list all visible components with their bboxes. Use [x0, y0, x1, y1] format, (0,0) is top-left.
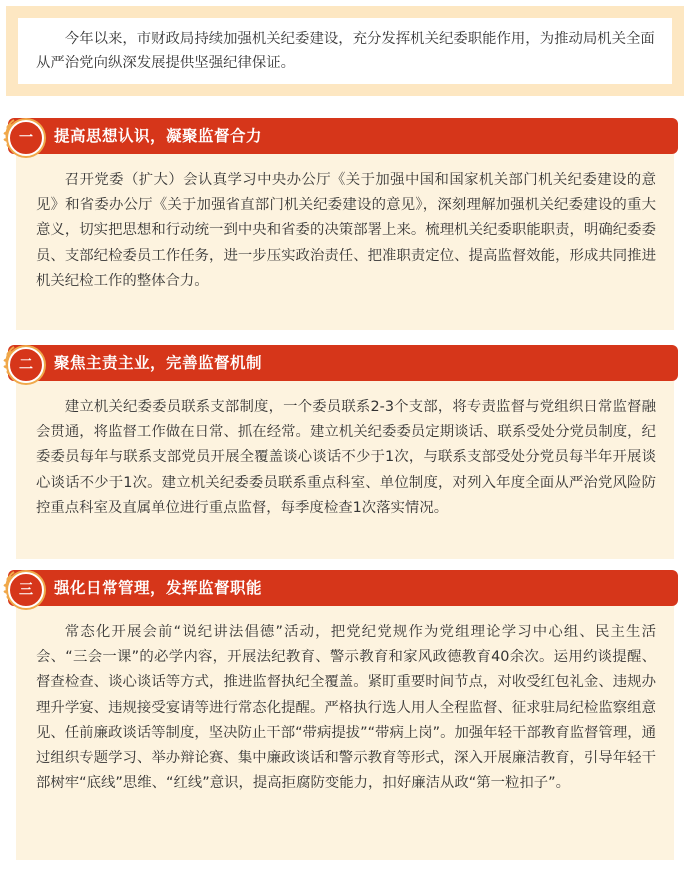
section-title: 提高思想认识，凝聚监督合力	[54, 127, 263, 145]
section-header	[8, 345, 678, 381]
section-header	[8, 570, 678, 606]
section-body: 常态化开展会前“说纪讲法倡德”活动，把党纪党规作为党组理论学习中心组、民主生活会、“三会一课”的必学内容，开展法纪教育、警示教育和家风政德教育40余次。运用约谈提醒、督查检查、谈心谈话等方式，推进监督执纪全覆盖。紧盯重要时间节点，对收受红包礼金、违规办理升学宴、违规接受宴请等进行常态化提醒。严格执行选人用人全程监督、征求驻局纪检监察组意见、任前廉政谈话等制度，坚决防止干部“带病提拔”“带病上岗”。加强年轻干部教育监督管理，通过组织专题学习、举办辩论赛、集中廉政谈话和警示教育等形式，深入开展廉洁教育，引导年轻干部树牢“底线”思维、“红线”意识，提高拒腐防变能力，扣好廉洁从政“第一粒扣子”。	[16, 606, 674, 860]
section-header	[8, 118, 678, 154]
section-body: 召开党委（扩大）会认真学习中央办公厅《关于加强中国和国家机关部门机关纪委建设的意见》和省委办公厅《关于加强省直部门机关纪委建设的意见》，深刻理解加强机关纪委建设的重大意义，切实把思想和行动统一到中央和省委的决策部署上来。梳理机关纪委职能职责，明确纪委委员、支部纪检委员工作任务，进一步压实政治责任、把准职责定位、提高监督效能，形成共同推进机关纪检工作的整体合力。	[16, 154, 674, 330]
section-number-badge: 二	[8, 347, 44, 383]
section-title: 强化日常管理，发挥监督职能	[54, 579, 263, 597]
section-number-badge: 一	[8, 120, 44, 156]
section-number-badge: 三	[8, 572, 44, 608]
intro-paragraph: 今年以来，市财政局持续加强机关纪委建设，充分发挥机关纪委职能作用，为推动局机关全面从严治党向纵深发展提供坚强纪律保证。	[18, 18, 672, 84]
section-title: 聚焦主责主业，完善监督机制	[54, 354, 263, 372]
intro-frame	[6, 6, 684, 96]
section-body: 建立机关纪委委员联系支部制度，一个委员联系2-3个支部，将专责监督与党组织日常监督融会贯通，将监督工作做在日常、抓在经常。建立机关纪委委员定期谈话、联系受处分党员制度，纪委委员每年与联系支部党员开展全覆盖谈心谈话不少于1次，与联系支部受处分党员每半年开展谈心谈话不少于1次。建立机关纪委委员联系重点科室、单位制度，对列入年度全面从严治党风险防控重点科室及直属单位进行重点监督，每季度检查1次落实情况。	[16, 381, 674, 559]
